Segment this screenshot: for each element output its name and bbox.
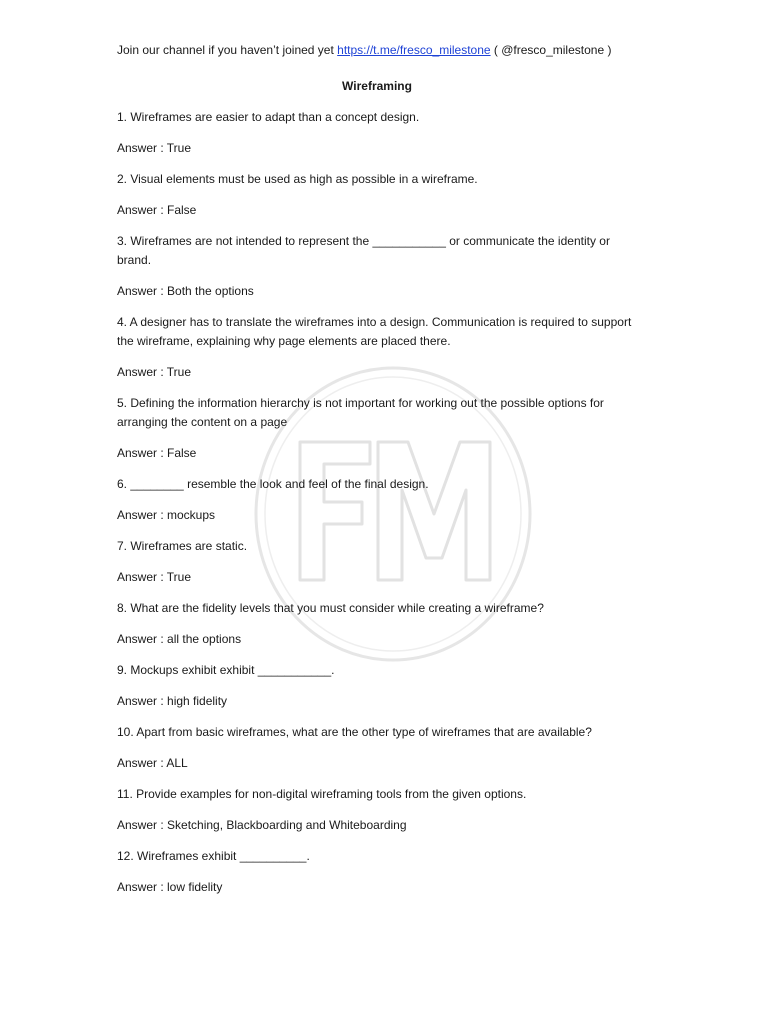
question-4: 4. A designer has to translate the wireframes into a design. Communication is required to support the wireframe, explaining why page elements are placed there. <box>117 315 632 348</box>
channel-link[interactable]: https://t.me/fresco_milestone <box>337 43 491 57</box>
channel-invite-text: Join our channel if you haven’t joined yet <box>117 43 338 57</box>
answer-12: Answer : low fidelity <box>117 880 223 894</box>
answer-7: Answer : True <box>117 570 192 584</box>
question-10: 10. Apart from basic wireframes, what are the other type of wireframes that are available? <box>117 725 592 739</box>
answer-5: Answer : False <box>117 446 197 460</box>
question-9: 9. Mockups exhibit exhibit ___________. <box>117 663 335 677</box>
answer-8: Answer : all the options <box>117 632 242 646</box>
answer-10: Answer : ALL <box>117 756 188 770</box>
question-12: 12. Wireframes exhibit __________. <box>117 849 310 863</box>
qa-list <box>117 108 637 897</box>
question-1: 1. Wireframes are easier to adapt than a concept design. <box>117 110 420 124</box>
answer-3: Answer : Both the options <box>117 284 254 298</box>
question-2: 2. Visual elements must be used as high as possible in a wireframe. <box>117 172 478 186</box>
question-6: 6. ________ resemble the look and feel of the final design. <box>117 477 429 491</box>
answer-2: Answer : False <box>117 203 197 217</box>
question-5: 5. Defining the information hierarchy is not important for working out the possible options for arranging the content on a page <box>117 396 604 429</box>
channel-handle-text: ( @fresco_milestone ) <box>490 43 612 57</box>
document-content <box>117 41 637 909</box>
question-3: 3. Wireframes are not intended to represent the ___________ or communicate the identity or brand. <box>117 234 610 267</box>
question-11: 11. Provide examples for non-digital wireframing tools from the given options. <box>117 787 527 801</box>
answer-1: Answer : True <box>117 141 192 155</box>
answer-4: Answer : True <box>117 365 192 379</box>
question-7: 7. Wireframes are static. <box>117 539 248 553</box>
answer-11: Answer : Sketching, Blackboarding and Whiteboarding <box>117 818 407 832</box>
answer-6: Answer : mockups <box>117 508 216 522</box>
channel-invite-line <box>117 41 637 60</box>
question-8: 8. What are the fidelity levels that you must consider while creating a wireframe? <box>117 601 544 615</box>
document-title: Wireframing <box>342 79 412 93</box>
answer-9: Answer : high fidelity <box>117 694 228 708</box>
